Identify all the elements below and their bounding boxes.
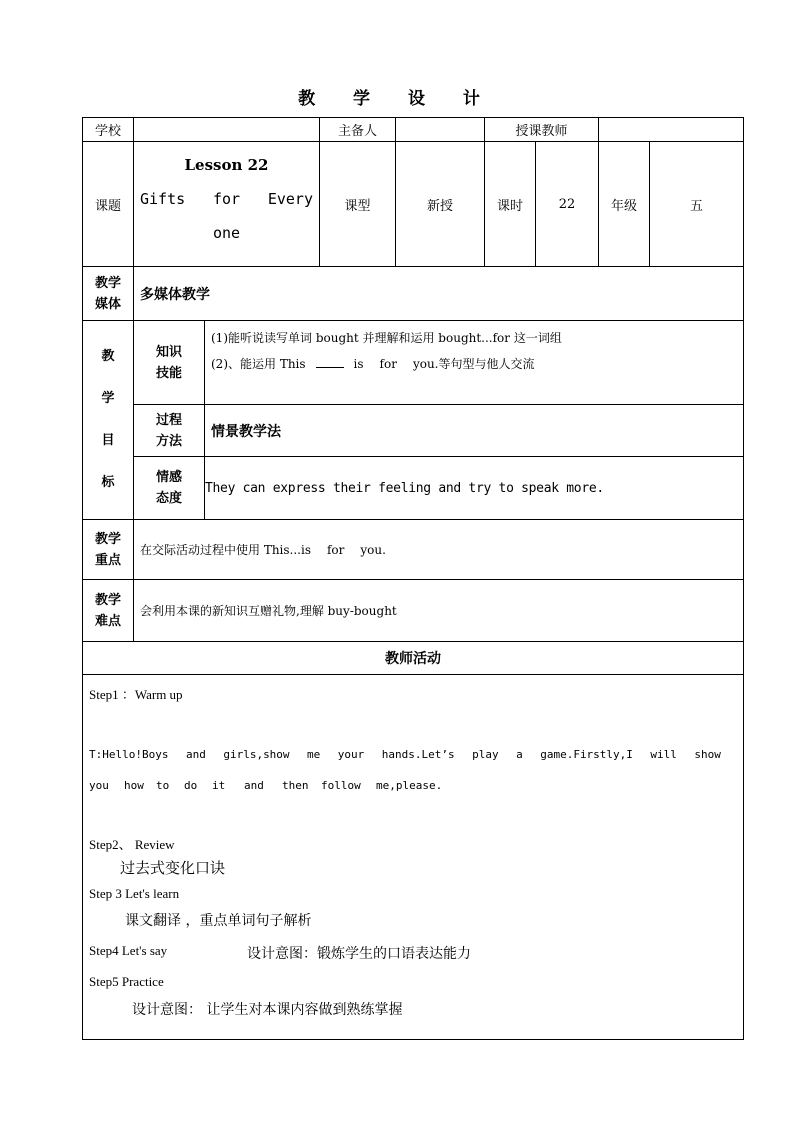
step2-heading: Step2、 Review	[89, 837, 175, 852]
objectives-label: 教 学 目 标	[83, 321, 134, 520]
emotion-label: 情感 态度	[134, 457, 205, 520]
key-points-value: 在交际活动过程中使用 This...is for you.	[134, 520, 744, 580]
knowledge-line-2: (2)、能运用 This is for you.等句型与他人交流	[211, 357, 535, 371]
knowledge-content	[205, 321, 744, 405]
grade-value: 五	[650, 142, 744, 267]
teacher-value	[599, 118, 744, 142]
lesson-number: Lesson 22	[184, 156, 269, 174]
step3-heading: Step 3 Let's learn	[89, 886, 180, 901]
lesson-title-word: for	[212, 190, 241, 208]
lesson-title-cont: one	[212, 224, 241, 242]
difficulties-value: 会利用本课的新知识互赠礼物,理解 buy-bought	[134, 580, 744, 642]
period-value: 22	[536, 142, 599, 267]
process-label: 过程 方法	[134, 405, 205, 457]
activities-content	[83, 675, 744, 1040]
lesson-title-line	[134, 184, 319, 220]
grade-label: 年级	[599, 142, 650, 267]
period-label: 课时	[485, 142, 536, 267]
school-value	[134, 118, 320, 142]
knowledge-label: 知识 技能	[134, 321, 205, 405]
page-title: 教 学 设 计	[298, 89, 496, 109]
process-value: 情景教学法	[205, 405, 744, 457]
lesson-title-cell	[134, 142, 320, 267]
step4-note: 设计意图：锻炼学生的口语表达能力	[247, 946, 471, 962]
type-value: 新授	[396, 142, 485, 267]
step1-heading: Step1 ：Warm up	[89, 687, 183, 702]
type-label: 课型	[320, 142, 396, 267]
emotion-value: They can express their feeling and try to speak more.	[205, 457, 744, 520]
topic-label: 课题	[83, 142, 134, 267]
lead-label: 主备人	[320, 118, 396, 142]
school-label: 学校	[83, 118, 134, 142]
lead-value	[396, 118, 485, 142]
activities-heading: 教师活动	[83, 642, 744, 675]
media-value: 多媒体教学	[134, 267, 744, 321]
teacher-label: 授课教师	[485, 118, 599, 142]
key-points-label: 教学 重点	[83, 520, 134, 580]
lesson-plan-table	[82, 117, 744, 1040]
media-label: 教学 媒体	[83, 267, 134, 321]
knowledge-line-1: (1)能听说读写单词 bought 并理解和运用 bought...for 这一词组	[211, 331, 562, 345]
fill-blank	[316, 355, 344, 368]
step1-dialogue-line-2: you how to do it and then follow me,please.	[89, 779, 443, 792]
step3-note: 课文翻译 ，重点单词句子解析	[125, 913, 312, 929]
step4-heading: Step4 Let's say	[89, 943, 168, 958]
lesson-title-word: Every	[267, 190, 313, 208]
step1-dialogue-line-1: T:Hello!Boys and girls,show me your hands.Let’s play a game.Firstly,I will show	[89, 748, 721, 761]
step2-note: 过去式变化口诀	[120, 859, 226, 877]
difficulties-label: 教学 难点	[83, 580, 134, 642]
lesson-title-word: Gifts	[140, 190, 186, 208]
step5-heading: Step5 Practice	[89, 974, 164, 989]
step5-note: 设计意图： 让学生对本课内容做到熟练掌握	[132, 1002, 403, 1018]
